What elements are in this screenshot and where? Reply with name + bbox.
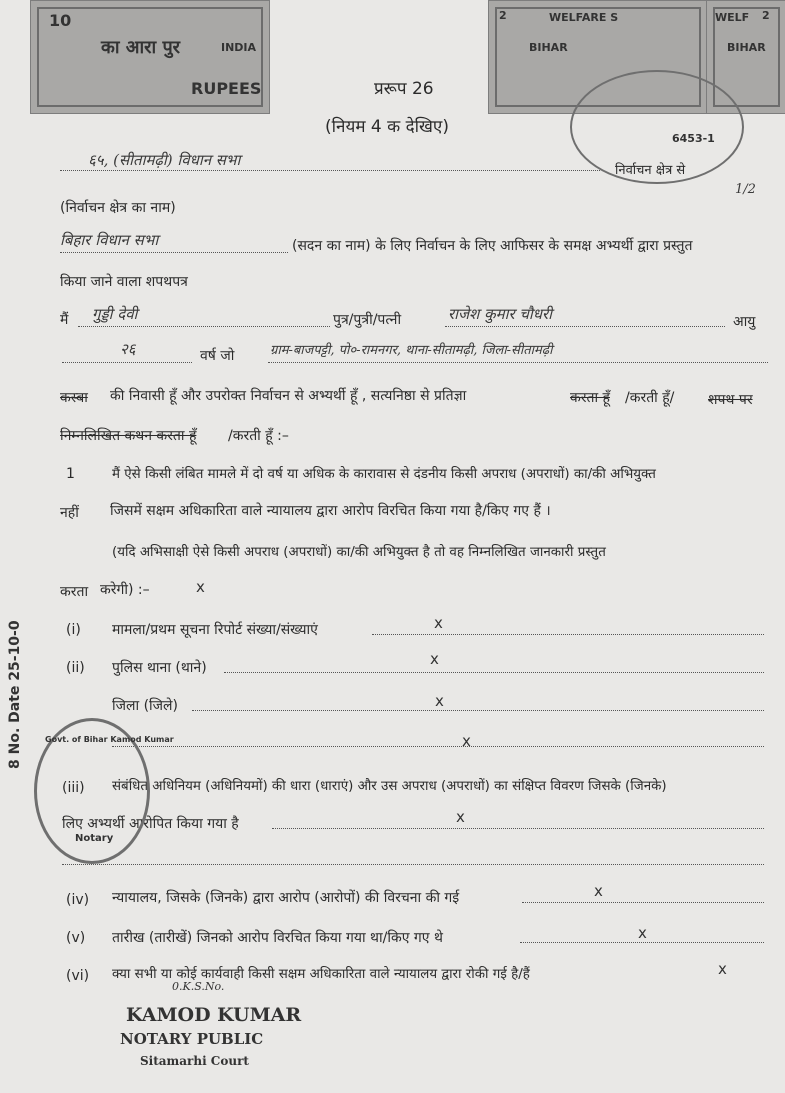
form-title: प्ररूप 26 [374, 79, 434, 99]
item1-line2: जिसमें सक्षम अधिकारिता वाले न्यायालय द्वारा आरोप विरचित किया गया है/किए गए हैं । [110, 503, 551, 519]
rule-reference: (नियम 4 क देखिए) [325, 117, 449, 137]
stamp-r2-line1: WELF [715, 11, 750, 24]
notary-name: KAMOD KUMAR [126, 1004, 302, 1026]
relation-handwritten: राजेश कुमार चौधरी [448, 305, 553, 323]
item-v-label: तारीख (तारीखें) जिनको आरोप विरचित किया गया था/किए गए थे [112, 930, 443, 946]
cross-mark-district: x [435, 692, 444, 710]
relation-label: पुत्र/पुत्री/पत्नी [333, 312, 402, 328]
item-iii-label-cont: लिए अभ्यर्थी आरोपित किया गया है [62, 816, 239, 832]
item-iii-dotline [272, 828, 764, 829]
item-v-number: (v) [66, 930, 86, 946]
constituency-dotline [60, 170, 600, 171]
do-female: /करती हूँ/ [625, 390, 675, 406]
name-dotline [78, 326, 330, 327]
stamp-left-value: 10 [49, 11, 72, 30]
item-vi-label: क्या सभी या कोई कार्यवाही किसी सक्षम अधिकारिता वाले न्यायालय द्वारा रोकी गई है/हैं [112, 967, 530, 982]
item1-line2-prefix: नहीं [60, 505, 79, 521]
seal-text-bottom: Notary [75, 833, 114, 844]
item-i-label: मामला/प्रथम सूचना रिपोर्ट संख्या/संख्याएं [112, 622, 318, 638]
notary-court: Sitamarhi Court [140, 1054, 249, 1068]
item-ii-number: (ii) [66, 660, 85, 676]
house-handwritten: बिहार विधान सभा [60, 231, 159, 249]
cross-mark-vi: x [718, 960, 727, 978]
revenue-stamp-left [30, 0, 270, 114]
relation-dotline [445, 326, 725, 327]
notary-reg-no: 0.K.S.No. [172, 980, 225, 993]
item-iii-label: संबंधित अधिनियम (अधिनियमों) की धारा (धाराएं) और उस अपराध (अपराधों) का संक्षिप्त विवरण जिसके (जिनके) [112, 779, 667, 794]
i-prefix: मैं [60, 312, 69, 328]
cross-mark-note: x [196, 578, 205, 596]
item-iii-dotline-2 [62, 864, 764, 865]
stamp-r2-value: 2 [762, 9, 770, 22]
resident-prefix-struck: कस्बा [60, 390, 88, 406]
stamp-r2-line2: BIHAR [727, 41, 766, 54]
years-label: वर्ष जो [200, 348, 235, 364]
stamp-r1-value: 2 [499, 9, 507, 22]
notary-title: NOTARY PUBLIC [120, 1030, 264, 1048]
stamp-left-line3: RUPEES [191, 79, 262, 98]
cross-mark-iv: x [594, 882, 603, 900]
resident-text: की निवासी हूँ और उपरोक्त निर्वाचन से अभ्यर्थी हूँ , सत्यनिष्ठा से प्रतिज्ञा [110, 388, 467, 404]
cross-mark-ii: x [430, 650, 439, 668]
stamp-r1-line1: WELFARE S [549, 11, 619, 24]
item-iii-number: (iii) [62, 780, 85, 796]
statement-tail: /करती हूँ :– [228, 428, 289, 444]
item-v-dotline [520, 942, 764, 943]
district-label: जिला (जिले) [112, 698, 179, 714]
cross-mark-i: x [434, 614, 443, 632]
house-suffix: (सदन का नाम) के लिए निर्वाचन के लिए आफिसर के समक्ष अभ्यर्थी द्वारा प्रस्तुत [292, 238, 693, 254]
age-handwritten: २६ [120, 340, 136, 358]
item-iv-number: (iv) [66, 892, 90, 908]
item1-line1: मैं ऐसे किसी लंबित मामले में दो वर्ष या अधिक के कारावास से दंडनीय किसी अपराध (अपराधों) का/की अभियुक्त [112, 467, 656, 482]
do-struck: करता हूँ [570, 390, 610, 406]
age-label: आयु [733, 314, 756, 330]
item-ii-dotline [224, 672, 764, 673]
fraction-note: 1/2 [735, 182, 756, 197]
round-stamp-code: 6453-1 [672, 132, 715, 145]
address-dotline [268, 362, 768, 363]
item-vi-number: (vi) [66, 968, 90, 984]
item-ii-label: पुलिस थाना (थाने) [112, 660, 207, 676]
cross-mark-iii: x [456, 808, 465, 826]
item-iv-dotline [522, 902, 764, 903]
stamp-left-line1: का आरा पुर [101, 37, 181, 58]
affidavit-label: किया जाने वाला शपथपत्र [60, 274, 188, 290]
item-i-number: (i) [66, 622, 81, 638]
note-line2-prefix: करता [60, 584, 89, 600]
cross-mark-blank: x [462, 732, 471, 750]
constituency-handwritten: ६५, (सीतामढ़ी) विधान सभा [88, 151, 241, 169]
name-handwritten: गुड्डी देवी [92, 305, 138, 323]
stamp-r1-line2: BIHAR [529, 41, 568, 54]
stamp-left-line2: INDIA [221, 41, 257, 54]
note-line1: (यदि अभिसाक्षी ऐसे किसी अपराध (अपराधों) का/की अभियुक्त है तो वह निम्नलिखित जानकारी प्रस्तुत [112, 545, 606, 560]
house-dotline [60, 252, 288, 253]
cross-mark-v: x [638, 924, 647, 942]
district-dotline [192, 710, 764, 711]
note-line2: करेगी) :– [100, 582, 150, 598]
swear-struck: शपथ पर [708, 392, 753, 408]
item-iv-label: न्यायालय, जिसके (जिनके) द्वारा आरोप (आरोपों) की विरचना की गई [112, 890, 460, 906]
constituency-name-label: (निर्वाचन क्षेत्र का नाम) [60, 200, 176, 216]
address-handwritten: ग्राम-बाजपट्टी, पो०-रामनगर, थाना-सीतामढ़ी, जिला-सीतामढ़ी [270, 343, 553, 358]
age-dotline [62, 362, 192, 363]
item-i-dotline [372, 634, 764, 635]
seal-text-top: Govt. of Bihar Kamod Kumar [45, 735, 174, 744]
statement-struck: निम्नलिखित कथन करता हूँ [60, 428, 197, 444]
constituency-label-right: निर्वाचन क्षेत्र से [615, 163, 686, 178]
item1-number: 1 [66, 466, 75, 482]
side-registration-stamp: 8 No. Date 25-10-0 [7, 620, 23, 769]
blank-dotline [112, 746, 764, 747]
